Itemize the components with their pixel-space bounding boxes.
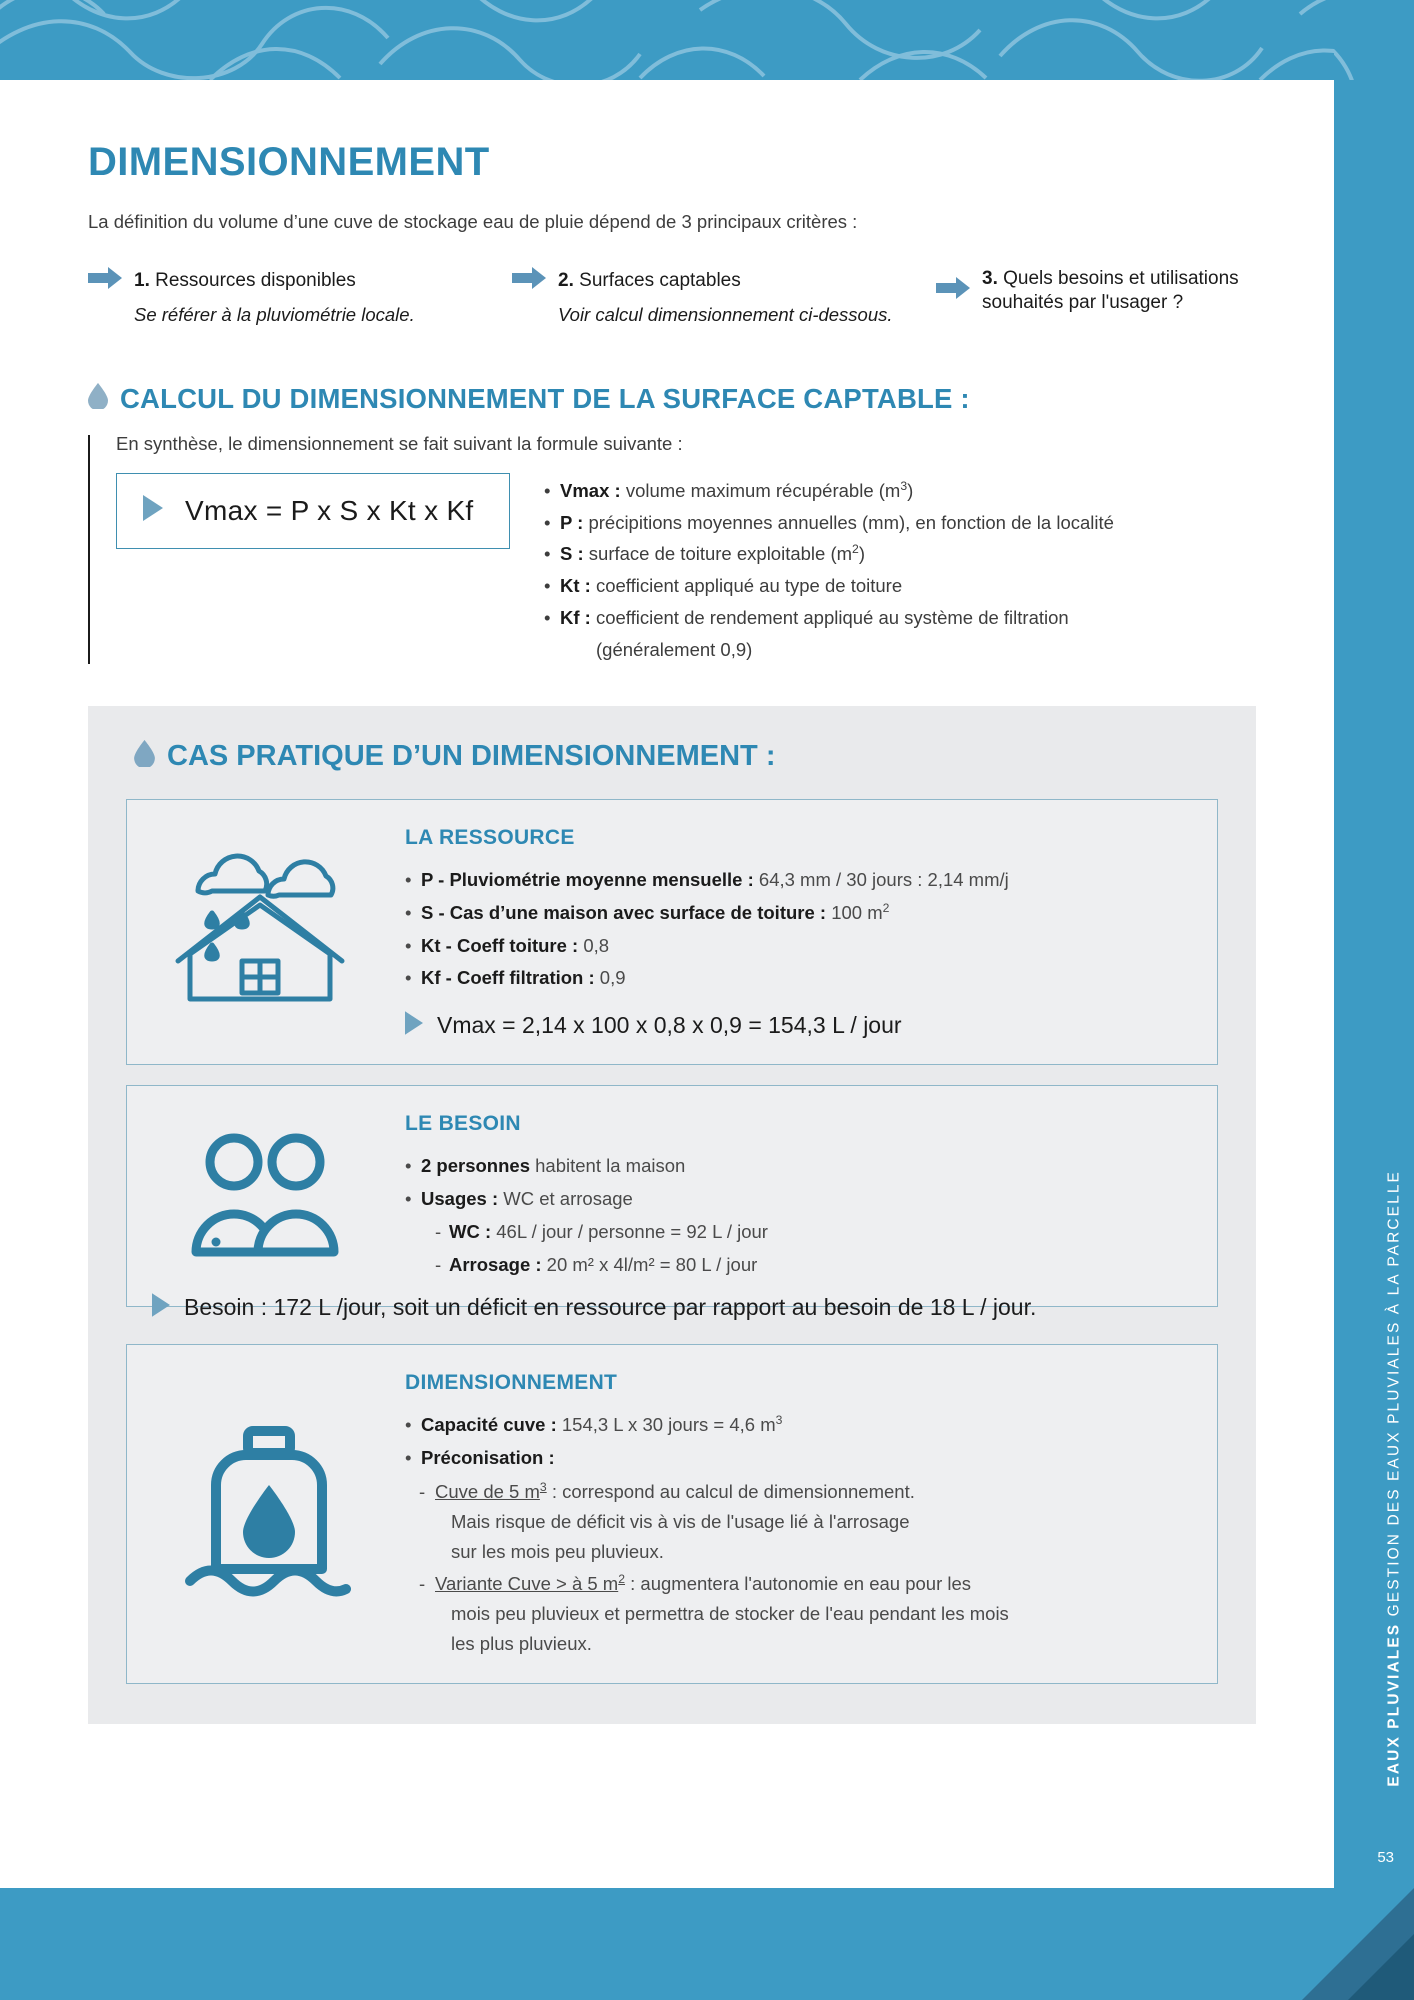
besoin-item-personnes-value: habitent la maison (530, 1155, 686, 1177)
case-card-ressource-items (405, 864, 1191, 996)
ressource-item-s-label: S - Cas d’une maison avec surface de toiture : (421, 901, 827, 923)
besoin-subitem-arrosage-label: Arrosage : (449, 1254, 542, 1276)
side-rail (1334, 80, 1414, 1888)
criterion-2-title (558, 269, 741, 293)
triangle-marker-icon (405, 1011, 423, 1040)
ressource-item-kt-label: Kt - Coeff toiture : (421, 934, 579, 956)
intro-paragraph: La définition du volume d’une cuve de stockage eau de pluie dépend de 3 principaux critères : (88, 211, 858, 232)
formula-section (88, 433, 1256, 666)
criterion-1-description: Se référer à la pluviométrie locale. (134, 304, 415, 325)
document-content (88, 140, 1256, 1724)
recommendation-2-text: : augmentera l'autonomie en eau pour les (625, 1572, 972, 1594)
definition-s-tail: ) (858, 543, 865, 565)
criterion-3-head (936, 267, 1256, 315)
ressource-item-p (405, 864, 1191, 897)
definition-s-term: S : (560, 543, 584, 565)
dim-item-capacite-value: 154,3 L x 30 jours = 4,6 m (556, 1414, 776, 1436)
triangle-marker-icon (152, 1293, 170, 1322)
ressource-result (405, 1011, 1191, 1040)
case-card-dimensionnement-title: DIMENSIONNEMENT (405, 1371, 618, 1395)
definition-s-text: surface de toiture exploitable (m (588, 543, 853, 565)
water-pattern-top (0, 0, 1414, 80)
ressource-item-s (405, 897, 1191, 930)
formula-lead-text: En synthèse, le dimensionnement se fait suivant la formule suivante : (116, 432, 683, 454)
rain-cloud-house-icon (153, 822, 383, 1041)
definition-kf-continuation: (généralement 0,9) (596, 638, 753, 660)
case-card-ressource (126, 799, 1218, 1066)
ressource-item-kt (405, 930, 1191, 963)
page-title: DIMENSIONNEMENT (88, 140, 490, 184)
criterion-1-head (88, 267, 512, 294)
definition-vmax-sup: 3 (900, 478, 908, 493)
recommendation-1-link-sup: 3 (539, 1479, 547, 1494)
content-sheet (0, 80, 1334, 1888)
criterion-3-label: Quels besoins et utilisations souhaités par l'usager ? (982, 268, 1239, 313)
definition-kf (544, 602, 1114, 634)
ressource-item-kf-value: 0,9 (594, 967, 626, 989)
recommendation-1-line-3: sur les mois peu pluvieux. (451, 1540, 664, 1562)
case-card-dimensionnement-body (405, 1367, 1191, 1659)
recommendation-1-dash: - (419, 1480, 426, 1502)
side-rail-light: GESTION DES EAUX PLUVIALES À LA PARCELLE (1386, 1170, 1403, 1623)
formula-box (116, 473, 510, 549)
definition-s (544, 538, 1114, 570)
ressource-item-p-value: 64,3 mm / 30 jours : 2,14 mm/j (753, 868, 1009, 890)
ressource-item-kt-value: 0,8 (578, 934, 610, 956)
recommendation-2 (405, 1569, 1191, 1659)
recommendation-1 (405, 1477, 1191, 1567)
arrow-right-icon (936, 277, 970, 304)
calc-section-head (88, 383, 1256, 415)
recommendation-2-link-sup: 2 (618, 1571, 626, 1586)
dim-item-preconisation (405, 1442, 1191, 1475)
definition-kt (544, 570, 1114, 602)
definition-kf-term: Kf : (560, 607, 591, 629)
besoin-result (126, 1289, 1218, 1324)
besoin-item-personnes (405, 1150, 1191, 1183)
definition-vmax-tail: ) (907, 479, 914, 501)
ressource-item-kf-label: Kf - Coeff filtration : (421, 967, 595, 989)
case-card-besoin-body (405, 1108, 1191, 1282)
besoin-item-usages (405, 1183, 1191, 1216)
ressource-item-p-label: P - Pluviométrie moyenne mensuelle : (421, 868, 754, 890)
criterion-1-number: 1. (134, 269, 150, 291)
triangle-marker-icon (143, 495, 163, 526)
definition-kt-text: coefficient appliqué au type de toiture (595, 575, 903, 597)
definition-vmax-text: volume maximum récupérable (m (625, 479, 901, 501)
besoin-result-text: Besoin : 172 L /jour, soit un déficit en ressource par rapport au besoin de 18 L / jour. (184, 1294, 1037, 1321)
case-card-dimensionnement-items (405, 1409, 1191, 1475)
definition-kf-text: coefficient de rendement appliqué au système de filtration (595, 607, 1069, 629)
criterion-2-description: Voir calcul dimensionnement ci-dessous. (558, 304, 893, 325)
definition-s-sup: 2 (852, 542, 859, 557)
besoin-item-personnes-label: 2 personnes (421, 1155, 530, 1177)
recommendation-1-link[interactable]: Cuve de 5 m (435, 1480, 540, 1502)
dim-item-capacite-label: Capacité cuve : (421, 1414, 557, 1436)
recommendation-2-line-3: les plus pluvieux. (451, 1632, 592, 1654)
calc-section-title: CALCUL DU DIMENSIONNEMENT DE LA SURFACE CAPTABLE : (120, 382, 970, 414)
besoin-subitem-arrosage-value: 20 m² x 4l/m² = 80 L / jour (541, 1254, 758, 1276)
criterion-2-head (512, 267, 936, 294)
case-section-title: CAS PRATIQUE D’UN DIMENSIONNEMENT : (167, 739, 776, 772)
two-people-icon (153, 1108, 383, 1282)
dim-item-capacite (405, 1409, 1191, 1442)
recommendation-1-text: : correspond au calcul de dimensionnement. (546, 1480, 915, 1502)
formula-definitions (544, 473, 1114, 666)
definition-p-text: précipitions moyennes annuelles (mm), en fonction de la localité (588, 511, 1114, 533)
case-card-besoin-title: LE BESOIN (405, 1112, 521, 1136)
case-card-ressource-title: LA RESSOURCE (405, 825, 575, 849)
dim-item-capacite-sup: 3 (775, 1412, 783, 1427)
besoin-subitem-wc-value: 46L / jour / personne = 92 L / jour (491, 1221, 768, 1243)
practical-case-panel (88, 706, 1256, 1724)
recommendation-1-line-2: Mais risque de déficit vis à vis de l'usage lié à l'arrosage (451, 1510, 910, 1532)
case-card-besoin (126, 1085, 1218, 1307)
recommendation-2-line-2: mois peu pluvieux et permettra de stocker de l'eau pendant les mois (451, 1602, 1009, 1624)
side-rail-strong: EAUX PLUVIALES (1386, 1622, 1403, 1787)
criterion-1-label: Ressources disponibles (155, 269, 356, 291)
besoin-item-usages-value: WC et arrosage (498, 1188, 633, 1210)
footer-band (0, 1888, 1414, 2000)
definition-p (544, 507, 1114, 539)
besoin-subitem-wc-label: WC : (449, 1221, 492, 1243)
dim-item-preconisation-label: Préconisation : (421, 1446, 555, 1468)
case-card-dimensionnement (126, 1344, 1218, 1684)
definition-p-term: P : (560, 511, 584, 533)
criterion-3-number: 3. (982, 268, 998, 289)
page-number: 53 (1377, 1849, 1394, 1866)
arrow-right-icon (88, 267, 122, 294)
case-card-besoin-items (405, 1150, 1191, 1282)
criterion-2-number: 2. (558, 269, 574, 291)
criterion-3 (936, 267, 1256, 329)
definition-vmax (544, 475, 1114, 507)
ressource-item-s-sup: 2 (882, 900, 890, 915)
case-section-head (126, 740, 1218, 773)
droplet-icon (88, 383, 108, 414)
criterion-2 (512, 267, 936, 329)
case-card-ressource-body (405, 822, 1191, 1041)
criteria-list (88, 267, 1256, 329)
water-tank-icon (153, 1367, 383, 1659)
recommendation-2-link[interactable]: Variante Cuve > à 5 m (435, 1572, 619, 1594)
droplet-icon (134, 740, 155, 772)
formula-row (116, 473, 1256, 666)
formula-expression: Vmax = P x S x Kt x Kf (185, 494, 474, 526)
criterion-2-label: Surfaces captables (579, 269, 741, 291)
ressource-item-s-value: 100 m (826, 901, 883, 923)
criterion-1 (88, 267, 512, 329)
criterion-3-title (982, 267, 1242, 315)
besoin-subitem-arrosage (405, 1249, 1191, 1282)
definition-kt-term: Kt : (560, 575, 591, 597)
arrow-right-icon (512, 267, 546, 294)
besoin-subitem-wc (405, 1216, 1191, 1249)
ressource-result-text: Vmax = 2,14 x 100 x 0,8 x 0,9 = 154,3 L / jour (437, 1012, 902, 1039)
side-rail-text (1386, 1170, 1404, 1787)
criterion-1-title (134, 269, 356, 293)
ressource-item-kf (405, 962, 1191, 995)
recommendation-2-dash: - (419, 1572, 426, 1594)
definition-vmax-term: Vmax : (560, 479, 621, 501)
besoin-item-usages-label: Usages : (421, 1188, 499, 1210)
